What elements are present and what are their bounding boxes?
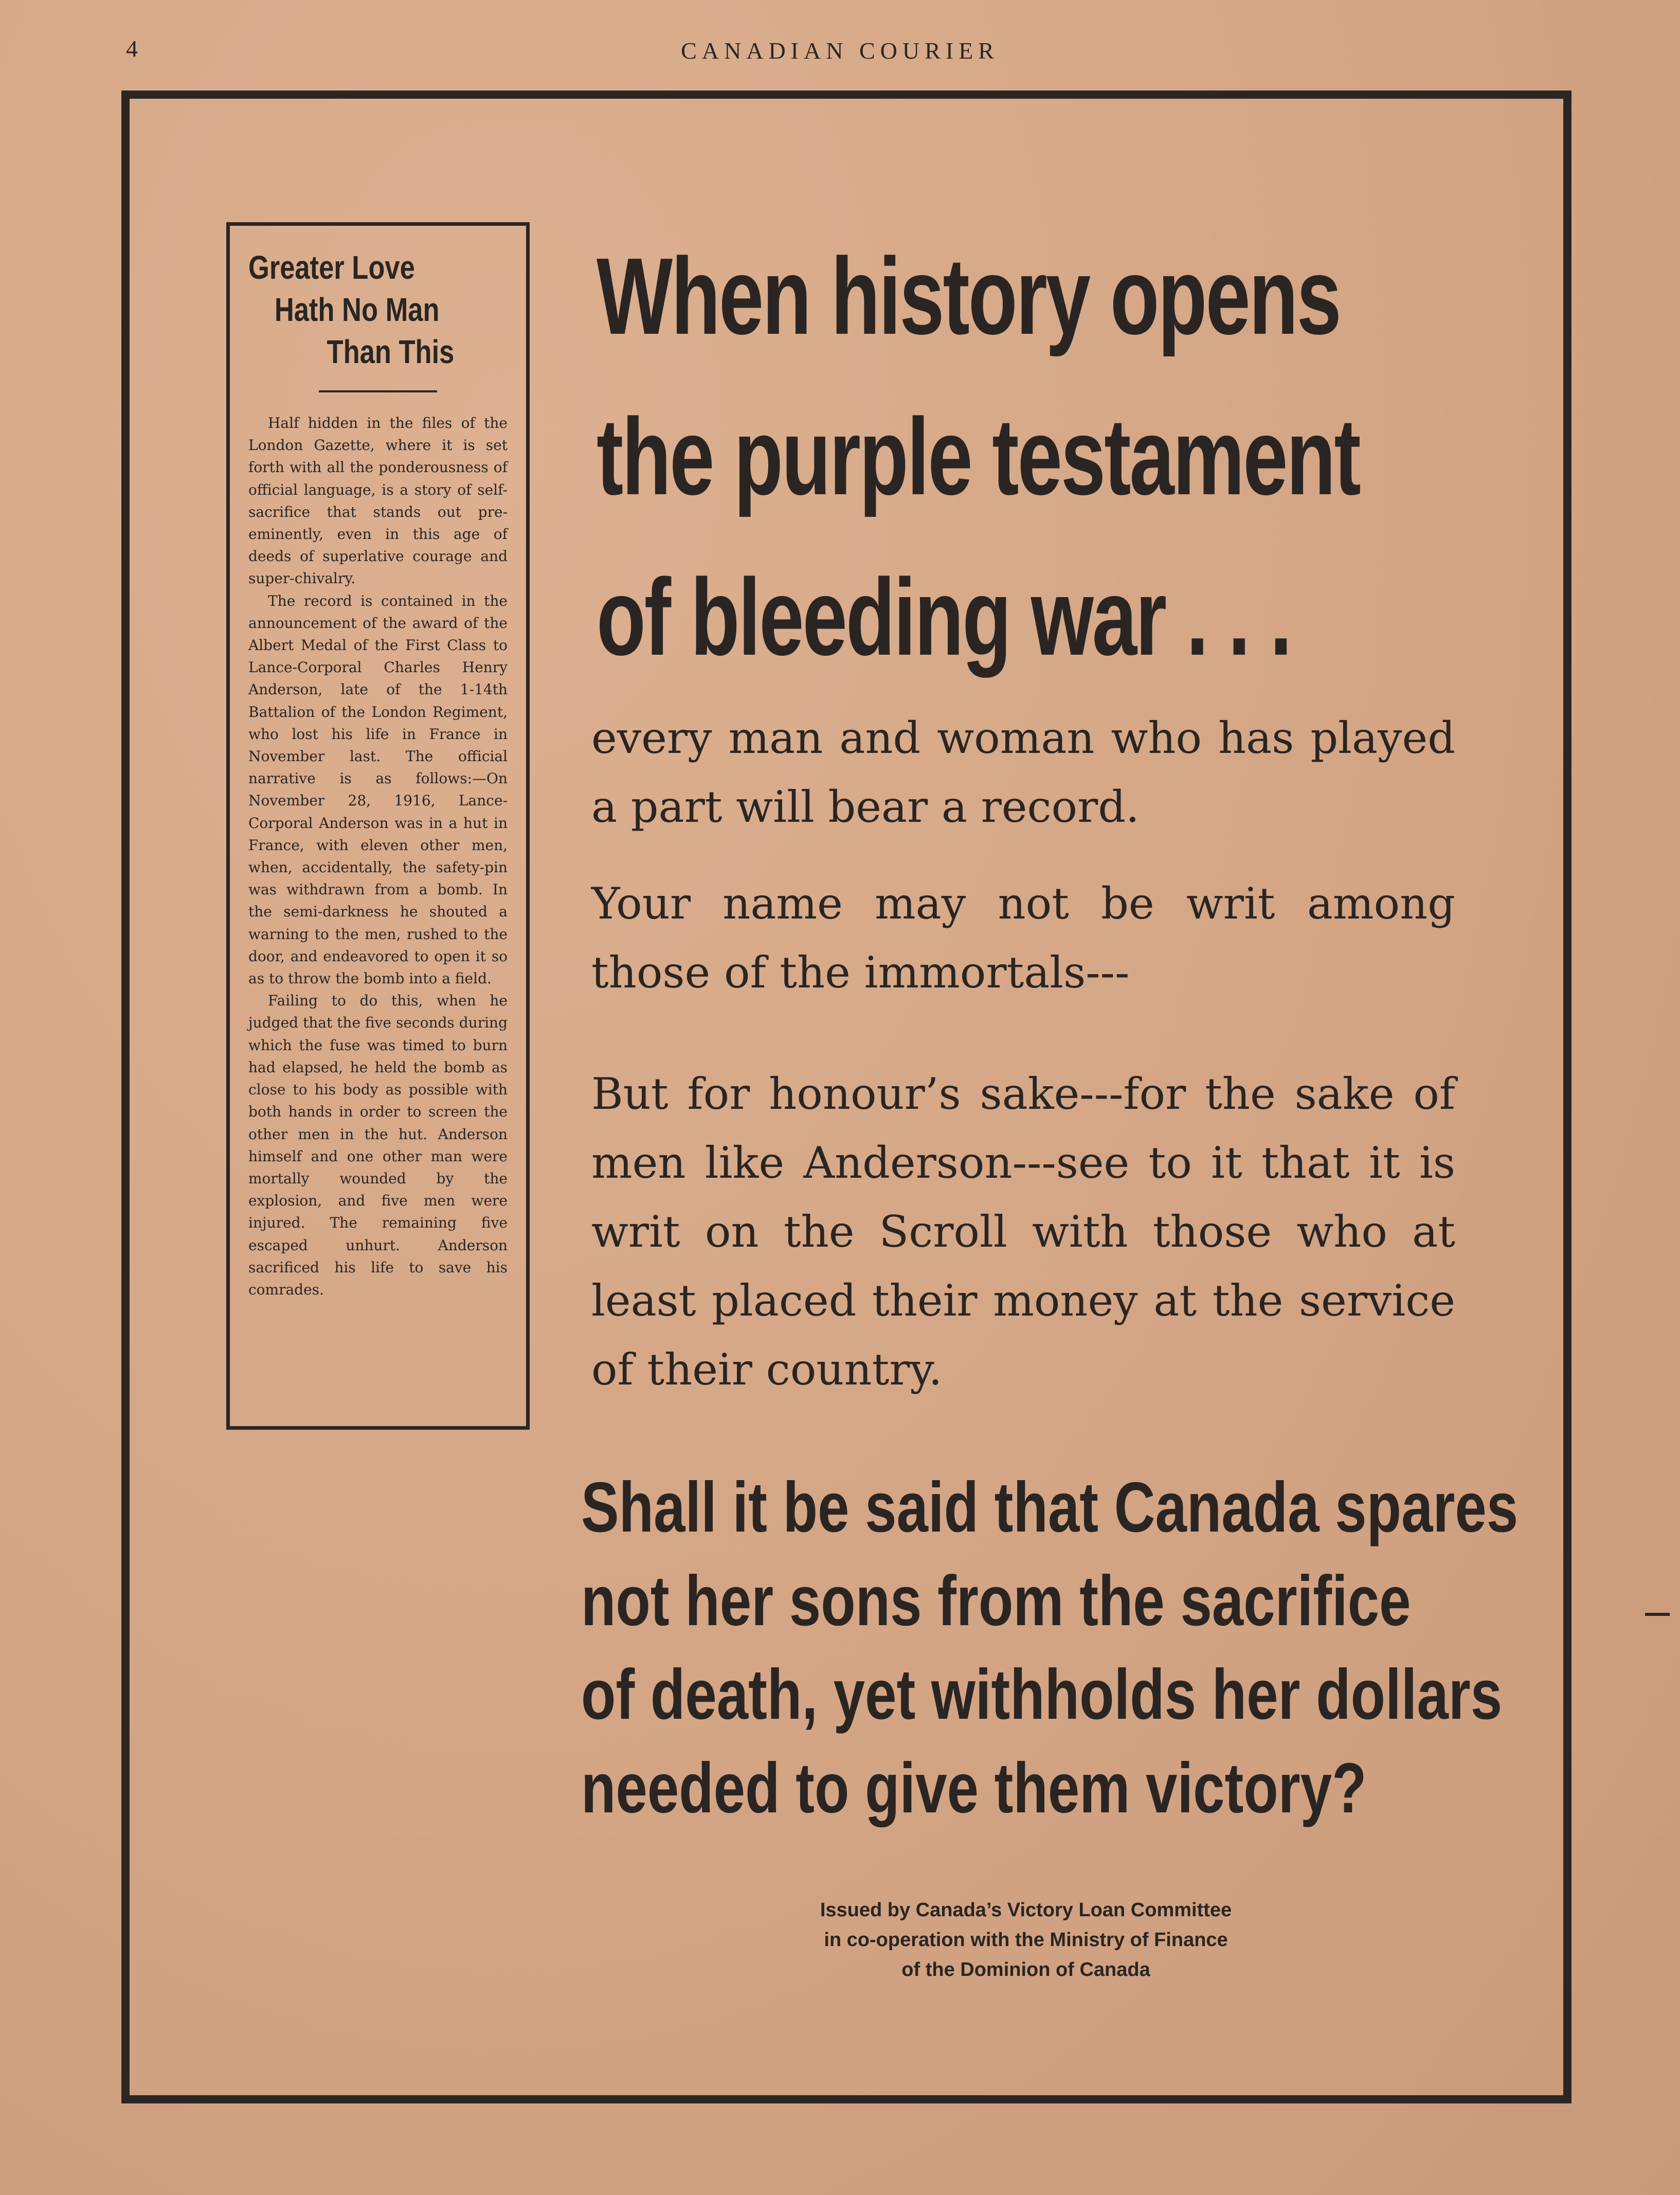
- sidebar-title-line: Greater Love: [248, 249, 415, 286]
- sidebar-body: [248, 412, 508, 1301]
- sidebar-title-line: Hath No Man: [274, 291, 440, 328]
- issued-by-credit: [689, 1895, 1363, 1985]
- body-paragraph: Your name may not be writ among those of the immortals---: [591, 878, 1455, 998]
- headline-line: of bleeding war . . .: [597, 556, 1291, 678]
- closing-question: [581, 1461, 1519, 1835]
- sidebar-title-line: Than This: [327, 333, 455, 370]
- column-rule-mark: [1645, 1613, 1670, 1616]
- headline-line: the purple testament: [597, 395, 1360, 517]
- sidebar-title: [248, 246, 493, 373]
- running-head: CANADIAN COURIER: [681, 38, 999, 64]
- issued-line: of the Dominion of Canada: [901, 1959, 1150, 1981]
- closing-line: needed to give them victory?: [581, 1749, 1367, 1828]
- sidebar-box: [226, 222, 530, 1430]
- headline: [597, 216, 1360, 697]
- issued-line: in co-operation with the Ministry of Finance: [824, 1929, 1228, 1951]
- closing-line: of death, yet withholds her dollars: [581, 1655, 1503, 1734]
- body-paragraph: every man and woman who has played a part will bear a record.: [591, 713, 1455, 832]
- page-number: 4: [126, 35, 138, 62]
- issued-line: Issued by Canada’s Victory Loan Committee: [820, 1899, 1232, 1921]
- closing-line: Shall it be said that Canada spares: [581, 1468, 1519, 1547]
- sidebar-paragraph: Half hidden in the files of the London Gazette, where it is set forth with all the ponderousness of official language, is a story of self-sacrifice that stands out pre-eminently, even in this age of deeds of superlative courage and super-chivalry.: [248, 415, 508, 587]
- body-paragraph: But for honour’s sake---for the sake of men like Anderson---see to it that it is writ on the Scroll with those who at least placed their money at the service of their country.: [591, 1069, 1455, 1395]
- closing-line: not her sons from the sacrifice: [581, 1561, 1411, 1641]
- sidebar-paragraph: The record is contained in the announcement of the award of the Albert Medal of the First Class to Lance-Corporal Charles Henry Anderson, late of the 1-14th Battalion of the London Regiment, who lost his life in France in November last. The official narrative is as follows:—On November 28, 1916, Lance-Corporal Anderson was in a hut in France, with eleven other men, when, accidentally, the safety-pin was withdrawn from a bomb. In the semi-darkness he shouted a warning to the men, rushed to the door, and endeavored to open it so as to throw the bomb into a field.: [248, 592, 508, 987]
- sidebar-paragraph: Failing to do this, when he judged that the five seconds during which the fuse was timed to burn had elapsed, he held the bomb as close to his body as possible with both hands in order to screen the other men in the hut. Anderson himself and one other man were mortally wounded by the explosion, and five men were injured. The remaining five escaped unhurt. Anderson sacrificed his life to save his comrades.: [248, 992, 508, 1298]
- sidebar-divider: [319, 390, 437, 392]
- headline-line: When history opens: [597, 235, 1340, 357]
